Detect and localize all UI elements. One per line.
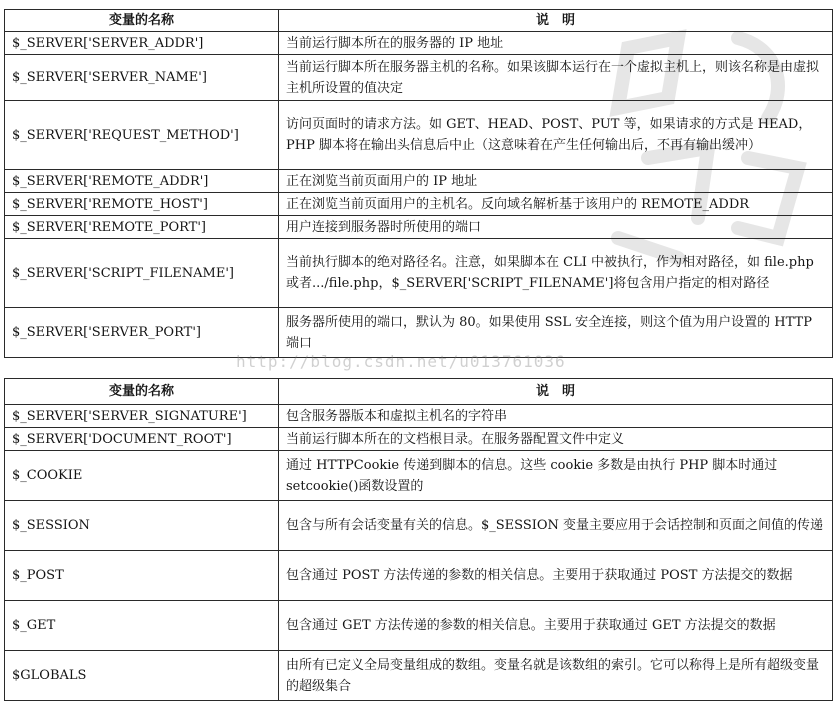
- table-row: [5, 101, 833, 170]
- description-cell: 当前运行脚本所在服务器主机的名称。如果该脚本运行在一个虚拟主机上，则该名称是由虚拟主机所设置的值决定: [279, 55, 833, 101]
- description-cell: 当前运行脚本所在的文档根目录。在服务器配置文件中定义: [279, 428, 833, 451]
- description-cell: 用户连接到服务器时所使用的端口: [279, 216, 833, 239]
- table-row: [5, 405, 833, 428]
- table-row: [5, 428, 833, 451]
- table-row: [5, 308, 833, 358]
- variable-name-cell: $_SERVER['REMOTE_ADDR']: [5, 170, 279, 193]
- description-cell: 包含通过 POST 方法传递的参数的相关信息。主要用于获取通过 POST 方法提交的数据: [279, 551, 833, 601]
- table-row: [5, 501, 833, 551]
- table-row: [5, 601, 833, 651]
- description-cell: 服务器所使用的端口，默认为 80。如果使用 SSL 安全连接，则这个值为用户设置的 HTTP 端口: [279, 308, 833, 358]
- table-row: [5, 55, 833, 101]
- variable-name-cell: $_SERVER['SERVER_NAME']: [5, 55, 279, 101]
- variable-name-cell: $_POST: [5, 551, 279, 601]
- variable-name-cell: $_SERVER['DOCUMENT_ROOT']: [5, 428, 279, 451]
- description-cell: 当前运行脚本所在的服务器的 IP 地址: [279, 32, 833, 55]
- variable-name-cell: $_SERVER['SERVER_PORT']: [5, 308, 279, 358]
- description-cell: 由所有已定义全局变量组成的数组。变量名就是该数组的索引。它可以称得上是所有超级变量的超级集合: [279, 651, 833, 701]
- variable-name-cell: $_SERVER['SERVER_ADDR']: [5, 32, 279, 55]
- table-row: [5, 32, 833, 55]
- description-cell: 通过 HTTPCookie 传递到脚本的信息。这些 cookie 多数是由执行 PHP 脚本时通过 setcookie()函数设置的: [279, 451, 833, 501]
- description-cell: 包含与所有会话变量有关的信息。$_SESSION 变量主要应用于会话控制和页面之间值的传递: [279, 501, 833, 551]
- table-header-row: [5, 10, 833, 32]
- description-cell: 访问页面时的请求方法。如 GET、HEAD、POST、PUT 等，如果请求的方式是 HEAD，PHP 脚本将在输出头信息后中止（这意味着在产生任何输出后，不再有输出缓冲）: [279, 101, 833, 170]
- table-row: [5, 193, 833, 216]
- variable-name-cell: $_SESSION: [5, 501, 279, 551]
- table-header-row: [5, 379, 833, 405]
- variable-name-cell: $_SERVER['REMOTE_PORT']: [5, 216, 279, 239]
- variable-name-cell: $_COOKIE: [5, 451, 279, 501]
- table-row: [5, 551, 833, 601]
- description-cell: 正在浏览当前页面用户的主机名。反向域名解析基于该用户的 REMOTE_ADDR: [279, 193, 833, 216]
- description-cell: 正在浏览当前页面用户的 IP 地址: [279, 170, 833, 193]
- table-superglobals-2: [4, 378, 833, 701]
- description-cell: 当前执行脚本的绝对路径名。注意，如果脚本在 CLI 中被执行，作为相对路径，如 file.php 或者.../file.php，$_SERVER['SCRIPT_FILENAME']将包含用户指定的相对路径: [279, 239, 833, 308]
- header-description: 说 明: [279, 379, 833, 405]
- table-row: [5, 170, 833, 193]
- header-variable-name: 变量的名称: [5, 10, 279, 32]
- variable-name-cell: $_SERVER['REMOTE_HOST']: [5, 193, 279, 216]
- table-row: [5, 216, 833, 239]
- table-row: [5, 651, 833, 701]
- variable-name-cell: $_SERVER['SCRIPT_FILENAME']: [5, 239, 279, 308]
- table-superglobals-1: [4, 9, 833, 358]
- variable-name-cell: $_SERVER['REQUEST_METHOD']: [5, 101, 279, 170]
- description-cell: 包含通过 GET 方法传递的参数的相关信息。主要用于获取通过 GET 方法提交的数据: [279, 601, 833, 651]
- variable-name-cell: $_SERVER['SERVER_SIGNATURE']: [5, 405, 279, 428]
- description-cell: 包含服务器版本和虚拟主机名的字符串: [279, 405, 833, 428]
- url-watermark: http://blog.csdn.net/u013761036: [236, 352, 566, 371]
- variable-name-cell: $_GET: [5, 601, 279, 651]
- variable-name-cell: $GLOBALS: [5, 651, 279, 701]
- header-variable-name: 变量的名称: [5, 379, 279, 405]
- table-row: [5, 451, 833, 501]
- table-row: [5, 239, 833, 308]
- header-description: 说 明: [279, 10, 833, 32]
